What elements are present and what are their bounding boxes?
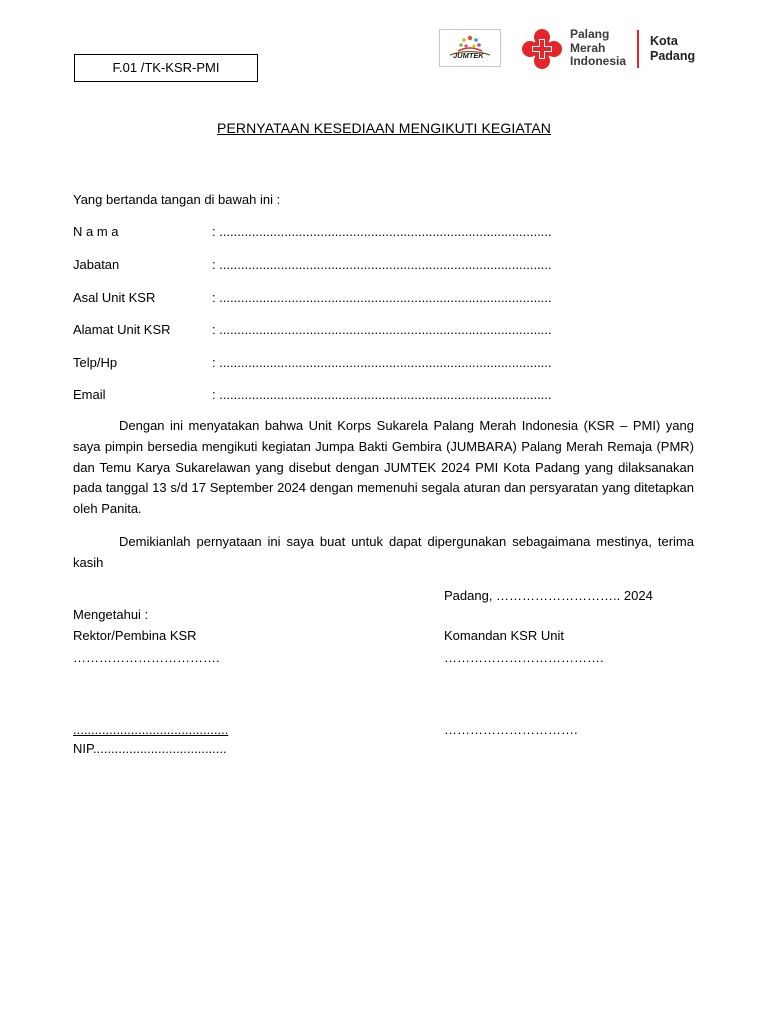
field-label-telp: Telp/Hp [73,355,118,370]
field-value-jabatan[interactable]: : ............................................................................................ [212,257,552,272]
form-code: F.01 /TK-KSR-PMI [74,54,258,82]
field-value-telp[interactable]: : ............................................................................................ [212,355,552,370]
field-label-asal-unit: Asal Unit KSR [73,290,156,305]
field-label-email: Email [73,387,106,402]
pmi-name: Palang Merah Indonesia [570,27,627,68]
left-name-line[interactable]: ……………………………. [73,650,220,665]
field-value-email[interactable]: : ............................................................................................ [212,387,552,402]
right-signature-line[interactable]: …………………………. [444,722,578,737]
field-value-nama[interactable]: : ............................................................................................ [212,224,552,239]
closing-paragraph: Demikianlah pernyataan ini saya buat untuk dapat dipergunakan sebagaimana mestinya, terima kasih [73,534,694,570]
document-title: PERNYATAAN KESEDIAAN MENGIKUTI KEGIATAN [217,120,551,136]
field-value-alamat-unit[interactable]: : ............................................................................................ [212,322,552,337]
jumtek-logo-text: JUMTEK [453,51,484,60]
jumtek-emblem-icon [440,30,500,66]
statement-paragraph: Dengan ini menyatakan bahwa Unit Korps Sukarela Palang Merah Indonesia (KSR – PMI) yang saya pimpin bersedia mengikuti kegiatan Jumpa Bakti Gembira (JUMBARA) Palang Merah Remaja (PMR) dan Temu Karya Sukarelawan yang disebut dengan JUMTEK 2024 PMI Kota Padang yang dilaksanakan pada tanggal 13 s/d 17 September 2024 dengan memenuhi segala aturan dan persyaratan yang ditetapkan oleh Panita. [73,418,694,517]
jumtek-logo [439,29,501,67]
pmi-logo-divider [637,30,639,68]
field-value-asal-unit[interactable]: : ............................................................................................ [212,290,552,305]
left-nip[interactable]: NIP..................................... [73,741,227,756]
pmi-flower-cross-icon [522,29,562,69]
pmi-city: Kota Padang [650,34,696,63]
field-label-nama: N a m a [73,224,119,239]
field-label-jabatan: Jabatan [73,257,120,272]
right-signer-role: Komandan KSR Unit [444,628,564,643]
place-date[interactable]: Padang, ……………………….. 2024 [444,588,653,603]
intro-text: Yang bertanda tangan di bawah ini : [73,192,281,207]
left-signer-role: Rektor/Pembina KSR [73,628,197,643]
left-signature-line[interactable]: ........................................... [73,722,229,737]
acknowledged-heading: Mengetahui : [73,607,149,622]
field-label-alamat-unit: Alamat Unit KSR [73,322,171,337]
right-name-line[interactable]: ………………………………. [444,650,604,665]
